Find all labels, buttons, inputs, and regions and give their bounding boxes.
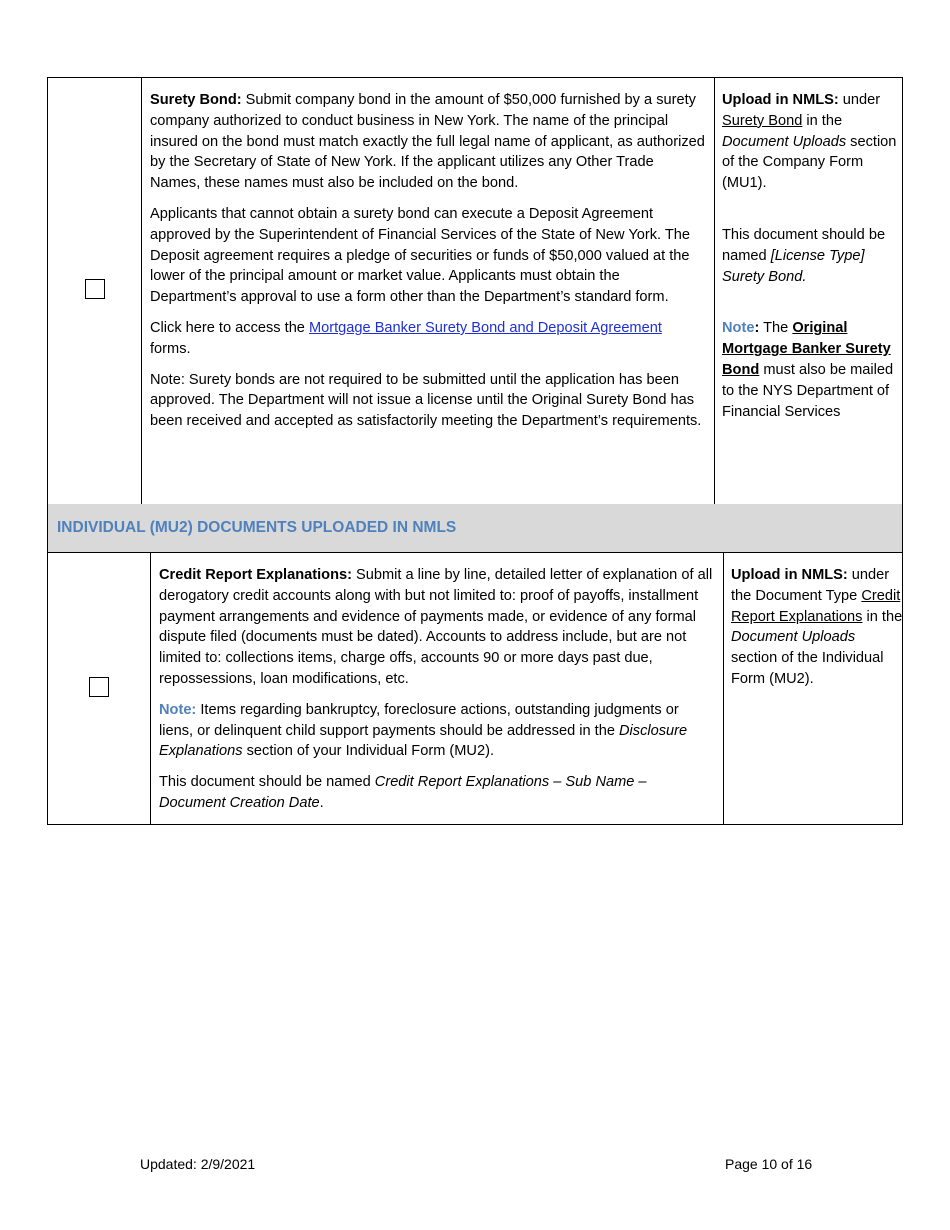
disclosure-explanations-text: Disclosure Explanations xyxy=(159,722,688,760)
surety-note-paragraph: Note: Surety bonds are not required to be submitted until the application has been approved. The Department will not issue a license until the Original Surety Bond has been received and accepted as satisfactorily meeting the Department’s requirements. xyxy=(150,371,702,430)
note-colon: : xyxy=(754,320,760,337)
surety-bond-deposit-agreement-link[interactable]: Mortgage Banker Surety Bond and Deposit Agreement xyxy=(308,319,662,336)
note-label: Note xyxy=(722,320,755,337)
note-text: must also be mailed to the NYS Department of Financial Services xyxy=(722,361,894,420)
column-divider xyxy=(150,553,151,824)
credit-report-title: Credit Report Explanations: xyxy=(159,567,352,583)
surety-naming-instruction xyxy=(722,225,902,287)
naming-format: Credit Report Explanations – Sub Name – Document Creation Date xyxy=(159,774,647,811)
naming-format: [License Type] Surety Bond. xyxy=(722,247,865,285)
surety-bond-row xyxy=(47,77,903,505)
credit-report-description xyxy=(159,553,715,824)
document-uploads-text: Document Uploads xyxy=(731,629,856,646)
document-uploads-text: Document Uploads xyxy=(722,133,847,150)
surety-bond-description xyxy=(150,78,706,504)
upload-label: Upload in NMLS: xyxy=(722,92,839,108)
section-header-individual-documents: INDIVIDUAL (MU2) DOCUMENTS UPLOADED IN NMLS xyxy=(47,504,903,553)
naming-prefix: This document should be named xyxy=(722,226,886,264)
credit-naming-instruction xyxy=(159,772,715,814)
surety-upload-location xyxy=(722,90,902,194)
credit-report-upload-instructions xyxy=(731,553,903,824)
surety-bond-paragraph xyxy=(150,90,706,194)
credit-report-paragraph xyxy=(159,565,715,690)
upload-text: in the xyxy=(862,608,903,625)
column-divider xyxy=(723,553,724,824)
forms-link-prefix: Click here to access the xyxy=(150,319,309,336)
upload-text: under the Document Type xyxy=(731,567,890,604)
upload-text: section of the Individual Form (MU2). xyxy=(731,650,884,687)
note-label: Note: xyxy=(159,701,197,718)
naming-prefix: This document should be named xyxy=(159,774,375,791)
naming-suffix: . xyxy=(319,794,324,811)
upload-text: under xyxy=(838,92,881,108)
note-text: section of your Individual Form (MU2). xyxy=(242,743,494,760)
original-bond-text: Original Mortgage Banker Surety Bond xyxy=(722,320,891,378)
footer-page-number: Page 10 of 16 xyxy=(725,1156,813,1172)
surety-bond-upload-instructions xyxy=(722,78,902,504)
footer-updated-date: Updated: 2/9/2021 xyxy=(140,1156,256,1172)
credit-upload-location xyxy=(731,565,903,690)
surety-mail-note xyxy=(722,318,902,422)
surety-bond-document-type: Surety Bond xyxy=(722,112,803,129)
note-text: The xyxy=(759,320,793,337)
upload-label: Upload in NMLS: xyxy=(731,567,848,583)
surety-bond-text: Submit company bond in the amount of $50,000 furnished by a surety company authorized to conduct business in New York. The name of the principal insured on the bond must match exactly the full legal name of applicant, as authorized by the Secretary of State of New York. If the applicant utilizes any Other Trade Names, these names must also be included on the bond. xyxy=(150,92,705,192)
credit-report-checkbox[interactable] xyxy=(89,677,109,697)
column-divider xyxy=(141,78,142,504)
surety-bond-checkbox[interactable] xyxy=(85,279,105,299)
forms-link-paragraph xyxy=(150,318,706,360)
credit-report-document-type: Credit Report Explanations xyxy=(731,587,901,625)
upload-text: in the xyxy=(802,112,843,129)
deposit-agreement-paragraph: Applicants that cannot obtain a surety bond can execute a Deposit Agreement approved by the Superintendent of Financial Services of the State of New York. The Deposit agreement requires a pledge of securities or funds of $50,000 valued at the lower of the principal amount or market value. Applicants must obtain the Department’s approval to use a form other than the Department’s standard form. xyxy=(150,205,691,306)
credit-report-row xyxy=(47,552,903,825)
credit-report-text: Submit a line by line, detailed letter of explanation of all derogatory credit accounts along with but not limited to: proof of payoffs, installment payment arrangements and evidence of payments made, or evidence of any formal dispute filed (documents must be dated). Accounts to address include, but are not limited to: collections items, charge offs, accounts 90 or more days past due, repossessions, loan modifications, etc. xyxy=(159,567,713,687)
upload-text: section of the Company Form (MU1). xyxy=(722,133,897,192)
surety-bond-title: Surety Bond: xyxy=(150,92,242,108)
column-divider xyxy=(714,78,715,504)
note-text: Items regarding bankruptcy, foreclosure actions, outstanding judgments or liens, or delinquent child support payments should be addressed in the xyxy=(159,701,679,739)
credit-note-paragraph xyxy=(159,700,715,762)
forms-link-suffix: forms. xyxy=(150,340,191,357)
